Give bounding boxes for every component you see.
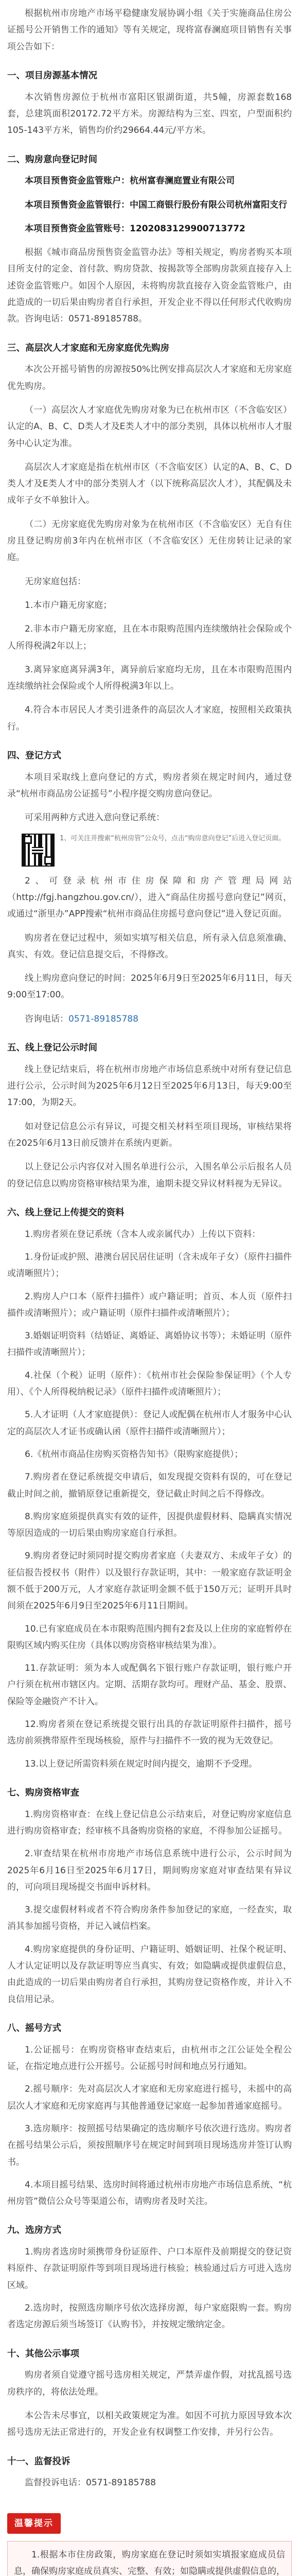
section-6-item-1: 1.身份证或护照、港澳台居民居住证明（含未成年子女）（原件扫描件或清晰照片）； bbox=[7, 1251, 292, 1279]
section-7-item-2: 2.审查结果在杭州市房地产市场信息系统中进行公示，公示时间为2025年6月16日至2025年6月17日，期间购房家庭对审查结果有异议的，可向项目现场提交书面申诉材料。 bbox=[7, 1849, 292, 1892]
section-3-title: 三、高层次人才家庭和无房家庭优先购房 bbox=[7, 343, 169, 353]
section-6-item-12: 12.购房者须在登记系统提交银行出具的存款证明原件扫描件，摇号选房前须携带原件至现场核验，原件与扫描件不一致的视为无效登记。 bbox=[7, 1719, 292, 1747]
section-4-para-4: 购房者在登记过程中，须如实填写相关信息，所有录入信息须准确、真实、有效。登记信息提交后，不得修改。 bbox=[7, 933, 292, 960]
section-3-para-8: 3.离异家庭离异满3年，离异前后家庭均无房，且在本市限购范围内连续缴纳社会保险或个人所得税满3年以上。 bbox=[7, 664, 292, 692]
section-7-item-3: 3.提交虚假材料或者不符合购房条件参加登记的家庭，一经查实，取消其参加摇号资格，并记入诚信档案。 bbox=[7, 1905, 292, 1932]
qr-caption: 1、可关注并搜索“杭州房管”公众号，点击“购房意向登记”后进入登记页面。 bbox=[60, 834, 286, 842]
help-phone-link[interactable]: 0571-89185788 bbox=[68, 1013, 138, 1024]
section-6-item-4: 4.社保（个税）证明（原件）：《杭州市社会保险参保证明》（个人专用）、《个人所得税纳税记录》（原件扫描件或清晰照片）； bbox=[7, 1370, 292, 1398]
section-7-item-4: 4.购房家庭提供的身份证明、户籍证明、婚姻证明、社保个税证明、人才认定证明以及存款证明等应当真实、有效；如隐瞒或提供虚假信息，由此造成的一切后果由购房者自行承担，其购房登记资格作废，并计入不良信用记录。 bbox=[7, 1944, 292, 2005]
section-5-para-1: 线上登记结束后，将在杭州市房地产市场信息系统中对所有登记信息进行公示，公示时间为2025年6月12日至2025年6月13日，每天9:00至17:00，为期2天。 bbox=[7, 1064, 292, 1108]
section-6-item-6: 6.《杭州市商品住房购买资格告知书》（限购家庭提供）； bbox=[25, 1449, 243, 1460]
section-5-para-2: 如对登记信息公示有异议，可提交相关材料至项目现场，审核结果将在2025年6月13日前反馈并在系统内更新。 bbox=[7, 1121, 292, 1148]
section-6-item-11: 11.存款证明：须为本人或配偶名下银行账户存款证明，银行账户开户行须在杭州市辖区内。定期、活期存款均可。理财产品、基金、股票、保险等金融资产不计入。 bbox=[7, 1663, 292, 1707]
section-6-title: 六、线上登记上传提交的资料 bbox=[7, 1207, 125, 1218]
section-3-para-7: 2.非本市户籍无房家庭，且在本市限购范围内连续缴纳社会保险或个人所得税满2年以上； bbox=[7, 624, 292, 651]
section-10-para-1: 购房者须自觉遵守摇号选房相关规定，严禁弄虚作假，对扰乱摇号选房秩序的，将依法处理。 bbox=[7, 2370, 292, 2397]
section-9-item-1: 1.购房者选房时须携带身份证原件、户口本原件及前期提交的登记资料原件、存款证明原件等到项目现场进行核验；核验通过后方可进入选房区域。 bbox=[7, 2247, 292, 2291]
section-4-para-1: 本项目采取线上意向登记的方式，购房者须在规定时间内，通过登录“杭州市商品房公证摇号”小程序提交购房意向登记。 bbox=[7, 772, 292, 800]
section-7-item-1: 1.购房资格审查：在线上登记信息公示结束后，对登记购房家庭信息进行购房资格审查；经审核不具备购房资格的家庭，不得参加公证摇号。 bbox=[7, 1809, 292, 1836]
escrow-bank: 本项目预售资金监管银行：中国工商银行股份有限公司杭州富阳支行 bbox=[25, 199, 287, 210]
section-9-item-2: 2.选房时，按照选房顺序号依次选择房源，每户家庭限购一套。购房者选定房源后须当场签订《认购书》，并按规定缴纳定金。 bbox=[7, 2303, 292, 2330]
section-8-item-2: 2.摇号顺序：先对高层次人才家庭和无房家庭进行摇号，未摇中的高层次人才家庭和无房家庭再与其他普通登记家庭一起参加普通家庭摇号。 bbox=[7, 2084, 292, 2111]
section-8-item-1: 1.公证摇号：在购房资格审查结束后，由杭州市之江公证处全程公证，在指定地点进行公开摇号。公证摇号时间和地点另行通知。 bbox=[7, 2044, 292, 2072]
section-5-title: 五、线上登记公示时间 bbox=[7, 1043, 97, 1054]
section-1-para-1: 本次销售房源位于杭州市富阳区银湖街道，共5幢，房源套数168套，总建筑面积20172.72平方米。房源结构为三室、四室，户型面积约105-143平方米，销售均价约29664.44元/平方米。 bbox=[7, 92, 292, 136]
section-2-title: 二、购房意向登记时间 bbox=[7, 154, 97, 165]
section-10-title: 十、其他公示事项 bbox=[7, 2348, 79, 2359]
section-3-para-4: （二）无房家庭优先购房对象为在杭州市区（不含临安区）无自有住房且登记购房前3年内在杭州市区（不含临安区）无住房转让记录的家庭。 bbox=[7, 519, 292, 563]
section-3-para-3: 高层次人才家庭是指在杭州市区（不含临安区）认定的A、B、C、D类人才及E类人才中的部分类别人才（以下统称高层次人才），其配偶及未成年子女不单独计入。 bbox=[7, 462, 292, 506]
section-9-title: 九、选房方式 bbox=[7, 2225, 61, 2236]
section-4-help bbox=[7, 1011, 292, 1027]
warning-banner: 温馨提示 bbox=[7, 2513, 61, 2534]
section-3-para-6: 1.本市户籍无房家庭； bbox=[25, 600, 112, 611]
section-6-item-8: 8.购房家庭须提供真实有效的证件，因提供虚假材料、隐瞒真实情况等原因造成的一切后果由购房家庭自行承担。 bbox=[7, 1511, 292, 1539]
section-7-title: 七、购房资格审查 bbox=[7, 1787, 79, 1798]
section-3-para-9: 4.符合本市居民人才类引进条件的高层次人才家庭，按照相关政策执行。 bbox=[7, 705, 292, 732]
section-3-para-1: 本次公开摇号销售的房源按50%比例安排高层次人才家庭和无房家庭优先购房。 bbox=[7, 364, 292, 392]
section-4-title: 四、登记方式 bbox=[7, 751, 61, 761]
section-2-para-4: 根据《城市商品房预售资金监管办法》等相关规定，购房者购买本项目所支付的定金、首付款、购房贷款、按揭款等全部购房款须直接存入上述资金监管账户。如因个人原因，未将购房款直接存入资金监管账户，由此造成的一切后果由购房者自行承担，开发企业不得以任何形式代收购房款。咨询电话：0571-89185788。 bbox=[7, 247, 292, 325]
section-5-para-3: 以上登记公示内容仅对入围名单进行公示，入围名单公示后报名人员的登记信息以购房资格审核结果为准，逾期未提交异议材料视为无异议。 bbox=[7, 1162, 292, 1189]
section-10-para-2: 本公告未尽事宜，以相关政策规定为准。如因不可抗力原因导致本次摇号选房无法正常进行的，开发企业有权调整工作安排，并另行公告。 bbox=[7, 2410, 292, 2438]
intro-paragraph: 根据杭州市房地产市场平稳健康发展协调小组《关于实施商品住房公证摇号公开销售工作的通知》等有关规定，现将富春澜庭项目销售有关事项公告如下： bbox=[7, 8, 292, 52]
help-label: 咨询电话： bbox=[25, 1013, 68, 1024]
section-6-item-13: 13.以上登记所需资料须在规定时间内提交，逾期不予受理。 bbox=[25, 1758, 258, 1769]
section-3-para-5: 无房家庭包括： bbox=[25, 576, 86, 587]
section-8-item-4: 4.本项目摇号结果、选房时间将通过杭州市房地产市场信息系统、“杭州房管”微信公众号等渠道公布，请购房者及时关注。 bbox=[7, 2179, 292, 2207]
section-4-para-5: 线上购房意向登记的时间：2025年6月9日至2025年6月11日，每天9:00至17:00。 bbox=[7, 973, 292, 1001]
escrow-account-name: 本项目预售资金监管账户：杭州富春澜庭置业有限公司 bbox=[25, 176, 235, 187]
section-8-title: 八、摇号方式 bbox=[7, 2023, 61, 2033]
section-8-item-3: 3.选房顺序：按照摇号结果确定的选房顺序号依次进行选房。购房者在摇号结果公示后，须按照顺序号在规定时间到项目现场选房并签订认购书。 bbox=[7, 2123, 292, 2167]
section-6-item-5: 5.人才证明（人才家庭提供）：登记人或配偶在杭州市人才服务中心认定的高层次人才证书或确认函（原件扫描件或清晰照片）； bbox=[7, 1410, 292, 1437]
section-11-para-1: 监督投诉电话：0571-89185788 bbox=[25, 2478, 156, 2488]
section-6-item-7: 7.购房者在登记系统提交申请后，如发现提交资料有误的，可在登记截止时间之前，撤销原登记重新提交，登记截止时间之后不得修改。 bbox=[7, 1472, 292, 1499]
section-6-item-2: 2.购房人户口本（原件扫描件）或户籍证明；首页、本人页（原件扫描件或清晰照片）；或户籍证明（原件扫描件或清晰照片）； bbox=[7, 1291, 292, 1318]
section-11-title: 十一、监督投诉 bbox=[7, 2456, 71, 2467]
section-3-para-2: （一）高层次人才家庭优先购房对象为已在杭州市区（不含临安区）认定的A、B、C、D类人才及E类人才中的部分类别，具体以杭州市人才服务中心认定为准。 bbox=[7, 405, 292, 449]
section-4-para-2: 可采用两种方式进入意向登记系统： bbox=[25, 812, 165, 823]
warning-box bbox=[7, 2541, 292, 2576]
section-6-item-10: 10.已有家庭成员在本市限购范围内拥有2套及以上住房的家庭暂停在限购区域内购买住房（具体以购房资格审核结果为准）。 bbox=[7, 1623, 292, 1651]
qr-code-icon[interactable] bbox=[22, 834, 55, 867]
escrow-account-number: 本项目预售资金监管账号：1202083129900713772 bbox=[25, 223, 245, 234]
section-6-item-0: 1.购房者须在登记系统（含本人或亲属代办）上传以下资料： bbox=[25, 1229, 261, 1240]
section-6-item-9: 9.购房者登记时须同时提交购房者家庭（夫妻双方、未成年子女）的征信报告授权书（附件）以及银行存款证明，其中：一般家庭存款证明金额不低于200万元，人才家庭存款证明金额不低于150万元；证明开具时间须在2025年6月9日至2025年6月11日期间。 bbox=[7, 1551, 292, 1612]
qr-code-block bbox=[22, 834, 292, 867]
section-4-para-3: 2、可登录杭州市住房保障和房产管理局网站（http://fgj.hangzhou.gov.cn/），进入“商品住房摇号意向登记”网页，或通过“浙里办”APP搜索“杭州市商品住房摇号意向登记”进入登记页面。 bbox=[7, 875, 292, 920]
section-1-title: 一、项目房源基本情况 bbox=[7, 70, 97, 81]
warning-para-1: 1.根据本市住房政策，购房家庭在登记时须如实填报家庭成员信息，确保购房家庭成员真实、完整、有效；如隐瞒或提供虚假信息的， bbox=[14, 2549, 285, 2576]
section-6-item-3: 3.婚姻证明资料（结婚证、离婚证、离婚协议书等）；未婚证明（原件扫描件或清晰照片）； bbox=[7, 1331, 292, 1358]
